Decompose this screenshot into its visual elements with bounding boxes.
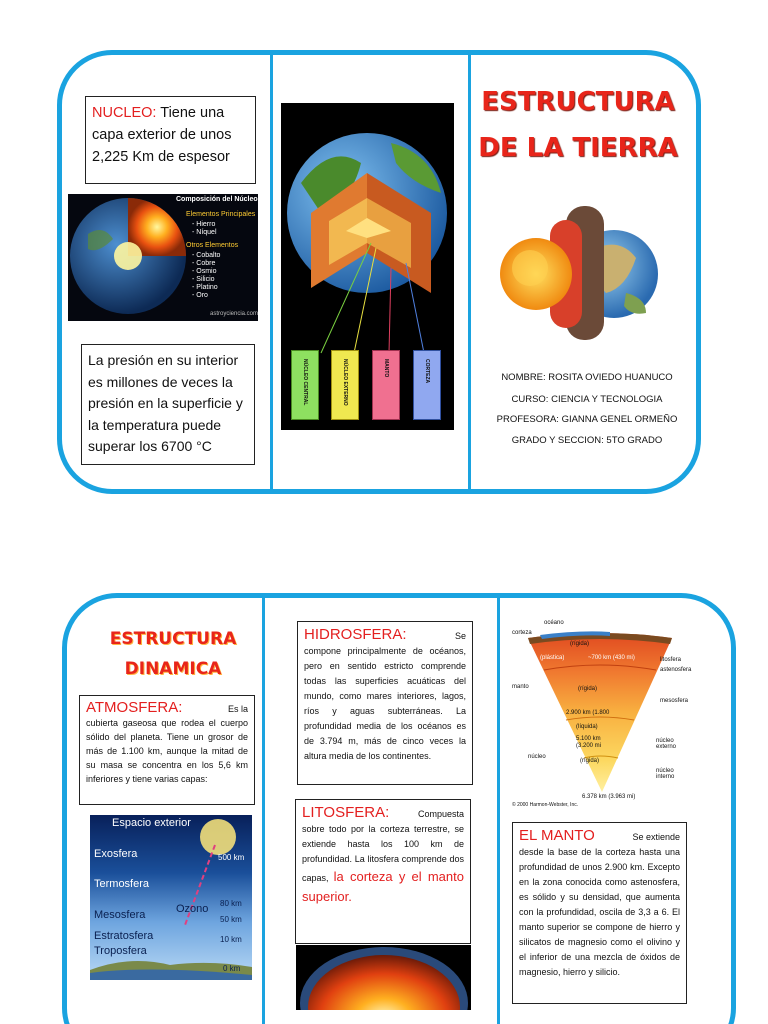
wedge-plastica: (plástica) [540, 655, 565, 661]
atmosphere-diagram [90, 815, 252, 980]
hidrosfera-lead: Se [454, 631, 466, 641]
wedge-km5100a: 5.100 km [576, 736, 601, 742]
wedge-km2900: 2.900 km (1.800 [566, 710, 610, 716]
core-other-item: - Platino [192, 284, 218, 291]
wedge-rigida2: (rígida) [578, 686, 598, 692]
atmos-alt-50: 50 km [220, 915, 242, 924]
atmosfera-lead: Es la [227, 704, 248, 714]
wedge-rigida1: (rígida) [570, 641, 590, 647]
cover-grado: GRADO Y SECCION: 5TO GRADO [511, 435, 663, 446]
litosfera-box [295, 799, 471, 944]
earth-layers-image [496, 198, 666, 348]
label-corteza [413, 350, 441, 420]
wedge-copyright: © 2000 Harmon-Webster, Inc. [512, 802, 579, 808]
core-other-item: - Osmio [192, 268, 217, 275]
presion-box [81, 344, 255, 465]
planet-interior-svg [296, 945, 471, 1010]
label-nucleo-externo [331, 350, 359, 420]
manto-heading: EL MANTO [519, 827, 595, 844]
top-divider-1 [270, 54, 273, 490]
litosfera-heading: LITOSFERA: [302, 804, 390, 821]
wedge-manto: manto [512, 684, 529, 690]
atmos-alt-10: 10 km [220, 935, 242, 944]
core-principal-item: - Hierro [192, 221, 216, 228]
manto-text: desde la base de la corteza hasta una profundidad de unos 2.900 km. Excepto en la zona conocida como astenosfera, es sólido y su densidad, que aumenta con la profundidad, oscila de 3,3 a 6. El manto superior se compone de hierro y silicatos de magnesio como el olivino y el inferior de una mezcla de óxidos de magnesio, hierro y silicio. [519, 847, 680, 977]
atmos-layer-mesosfera: Mesosfera [94, 909, 146, 921]
wedge-mesosfera: mesosfera [660, 698, 689, 704]
core-diagram-title: Composición del Núcleo [176, 196, 258, 203]
core-credit: astroyciencia.com [210, 311, 258, 317]
cover-curso: CURSO: CIENCIA Y TECNOLOGIA [511, 394, 663, 405]
label-nucleo-central [291, 350, 319, 420]
nucleo-box [85, 96, 256, 184]
top-divider-2 [468, 54, 471, 490]
label-nucleo-externo-text: NÚCLEO EXTERNO [342, 359, 348, 406]
dinamica-title-line2: DINAMICA [124, 659, 222, 679]
hidrosfera-box [297, 621, 473, 785]
wedge-km5100b: (3.200 mi [576, 743, 602, 749]
label-corteza-text: CORTEZA [424, 359, 430, 384]
core-principal-heading: Elementos Principales [186, 211, 256, 218]
presion-text: La presión en su interior es millones de veces la presión en la superficie y la temperatura puede superar los 6700 °C [88, 352, 243, 454]
atmos-layer-exosfera: Exosfera [94, 848, 138, 860]
hidrosfera-text: compone principalmente de océanos, pero en sentido estricto comprende todas las superficies acuáticas del mundo, como mares interiores, lagos, ríos y aguas subterráneas. La profundidad media de los océanos es de 3.794 m, más de cinco veces la altura media de los continentes. [304, 646, 466, 761]
label-manto-text: MANTO [383, 359, 389, 378]
earth-layers-svg [496, 198, 666, 348]
earth-cutaway-image [281, 103, 454, 430]
bottom-divider-2 [497, 597, 500, 1024]
wedge-nucleo-externo: núcleo externo [656, 738, 677, 750]
atmos-layer-estratosfera: Estratosfera [94, 930, 154, 942]
wedge-nucleo: núcleo [528, 754, 546, 760]
wedge-astenosfera: astenosfera [660, 667, 692, 673]
core-principal-item: - Níquel [192, 229, 217, 236]
atmos-layer-termosfera: Termosfera [94, 878, 150, 890]
wedge-litosfera: litosfera [660, 657, 682, 663]
core-other-item: - Silicio [192, 276, 215, 283]
atmos-alt-500: 500 km [218, 853, 245, 862]
core-other-item: - Cobre [192, 260, 216, 267]
cover-profesora: PROFESORA: GIANNA GENEL ORMEÑO [496, 414, 678, 425]
wedge-bottom: 6.378 km (3.963 mi) [582, 794, 636, 800]
core-other-item: - Cobalto [192, 252, 221, 259]
atmosfera-box [79, 695, 255, 805]
atmos-alt-80: 80 km [220, 899, 242, 908]
earth-wedge-diagram [510, 620, 690, 810]
wedge-corteza: corteza [512, 630, 532, 636]
nucleo-heading: NUCLEO: [92, 105, 157, 121]
atmosfera-text: cubierta gaseosa que rodea el cuerpo sólido del planeta. Tiene un grosor de más de 1.100 km, aunque la mitad de su masa se concentra en los 5,6 km inferiores y tiene varias capas: [86, 718, 248, 784]
atmos-layer-troposfera: Troposfera [94, 945, 147, 957]
core-other-item: - Oro [192, 292, 208, 299]
wedge-km700: ~700 km (430 mi) [588, 655, 635, 661]
atmos-ozono: Ozono [176, 903, 209, 915]
core-composition-image [68, 194, 258, 321]
atmos-top-label: Espacio exterior [112, 817, 191, 829]
cover-nombre: NOMBRE: ROSITA OVIEDO HUANUCO [501, 372, 673, 383]
wedge-liquida: (líquida) [576, 724, 598, 730]
core-other-heading: Otros Elementos [186, 242, 239, 249]
litosfera-text: sobre todo por la corteza terrestre, se extiende hasta los 100 km de profundidad. La litosfera comprende dos capas, [302, 824, 464, 883]
label-manto [372, 350, 400, 420]
label-nucleo-central-text: NÚCLEO CENTRAL [302, 359, 308, 406]
wedge-oceano: océano [544, 620, 564, 626]
dinamica-title-line1: ESTRUCTURA [109, 629, 237, 649]
nucleo-text: Tiene una capa exterior de unos 2,225 Km de espesor [92, 105, 232, 165]
atmos-alt-0: 0 km [223, 964, 241, 973]
planet-interior-image [296, 945, 471, 1010]
manto-lead: Se extiende [632, 832, 680, 842]
wedge-nucleo-interno: núcleo interno [656, 768, 675, 780]
cover-title-line2: DE LA TIERRA [478, 133, 678, 163]
cover-title-line1: ESTRUCTURA [481, 87, 675, 117]
hidrosfera-heading: HIDROSFERA: [304, 626, 407, 643]
wedge-rigida3: (rígida) [580, 758, 600, 764]
atmosfera-heading: ATMOSFERA: [86, 699, 183, 716]
manto-box [512, 822, 687, 1004]
litosfera-lead: Compuesta [417, 809, 464, 819]
litosfera-highlight: la corteza y el manto superior. [302, 869, 464, 904]
